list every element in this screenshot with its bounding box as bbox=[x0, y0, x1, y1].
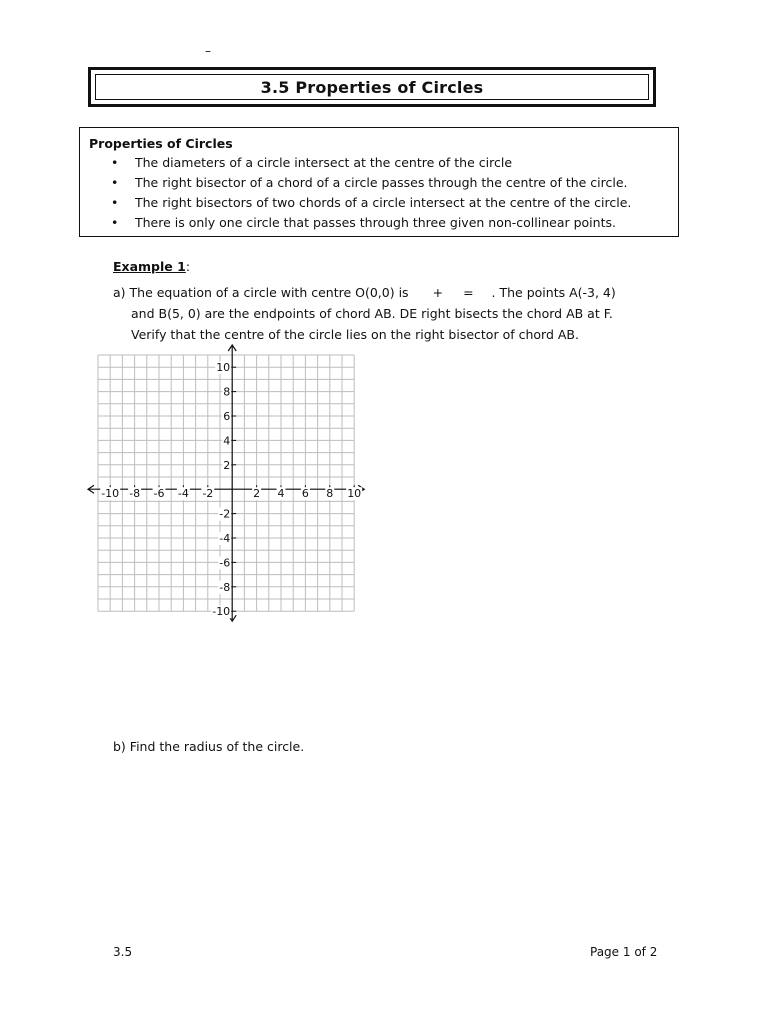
plus-sign: + bbox=[432, 285, 444, 300]
x-tick-label: 8 bbox=[326, 487, 334, 501]
y-tick-label: -2 bbox=[219, 507, 231, 521]
x-tick-label: 4 bbox=[277, 487, 285, 501]
example-colon: : bbox=[185, 259, 191, 274]
question-b: b) Find the radius of the circle. bbox=[113, 739, 305, 754]
property-text: There is only one circle that passes through three given non-collinear points. bbox=[135, 215, 616, 230]
x-tick-label: -2 bbox=[202, 487, 214, 501]
question-a bbox=[113, 282, 673, 345]
properties-list bbox=[89, 153, 668, 233]
y-tick-label: -6 bbox=[219, 556, 231, 570]
example-label: Example 1 bbox=[113, 259, 186, 274]
equals-sign: = bbox=[463, 285, 474, 300]
property-text: The right bisector of a chord of a circle passes through the centre of the circle. bbox=[135, 175, 628, 190]
y-tick-label: -8 bbox=[219, 580, 231, 594]
properties-heading: Properties of Circles bbox=[89, 136, 233, 151]
property-item bbox=[89, 153, 668, 173]
bullet-icon: • bbox=[111, 215, 119, 230]
question-a-start: a) The equation of a circle with centre O(0,0) is bbox=[113, 285, 409, 300]
coordinate-grid bbox=[80, 340, 362, 620]
property-item bbox=[89, 173, 668, 193]
x-tick-label: -10 bbox=[101, 487, 120, 501]
header-dash: – bbox=[205, 44, 211, 58]
property-text: The right bisectors of two chords of a circle intersect at the centre of the circle. bbox=[135, 195, 632, 210]
property-item bbox=[89, 213, 668, 233]
bullet-icon: • bbox=[111, 175, 119, 190]
y-tick-label: -10 bbox=[212, 605, 231, 619]
footer-page-number: Page 1 of 2 bbox=[590, 945, 658, 959]
example-heading bbox=[113, 259, 190, 274]
property-item bbox=[89, 193, 668, 213]
question-a-line-1 bbox=[113, 282, 673, 303]
x-tick-label: -4 bbox=[177, 487, 189, 501]
y-tick-label: 4 bbox=[223, 434, 231, 448]
y-tick-label: 10 bbox=[216, 361, 231, 375]
x-tick-label: 2 bbox=[253, 487, 261, 501]
y-tick-label: 6 bbox=[223, 410, 231, 423]
x-tick-label: -6 bbox=[153, 487, 165, 501]
x-tick-label: 10 bbox=[347, 487, 362, 501]
y-tick-label: 2 bbox=[223, 458, 231, 472]
title-box bbox=[88, 67, 656, 107]
x-tick-label: 6 bbox=[301, 487, 309, 501]
properties-box bbox=[79, 127, 679, 237]
y-tick-label: -4 bbox=[219, 532, 231, 545]
property-text: The diameters of a circle intersect at the centre of the circle bbox=[135, 155, 513, 170]
question-a-line-3: Verify that the centre of the circle lies on the right bisector of chord AB. bbox=[131, 327, 579, 342]
question-a-end: . The points A(-3, 4) bbox=[491, 285, 616, 300]
question-a-line-2: and B(5, 0) are the endpoints of chord AB. DE right bisects the chord AB at F. bbox=[131, 306, 613, 321]
bullet-icon: • bbox=[111, 155, 119, 170]
title-inner-border bbox=[95, 74, 649, 100]
bullet-icon: • bbox=[111, 195, 119, 210]
y-tick-label: 8 bbox=[223, 385, 231, 399]
page-title: 3.5 Properties of Circles bbox=[260, 77, 484, 97]
footer-section-number: 3.5 bbox=[113, 945, 133, 959]
x-tick-label: -8 bbox=[129, 487, 141, 501]
